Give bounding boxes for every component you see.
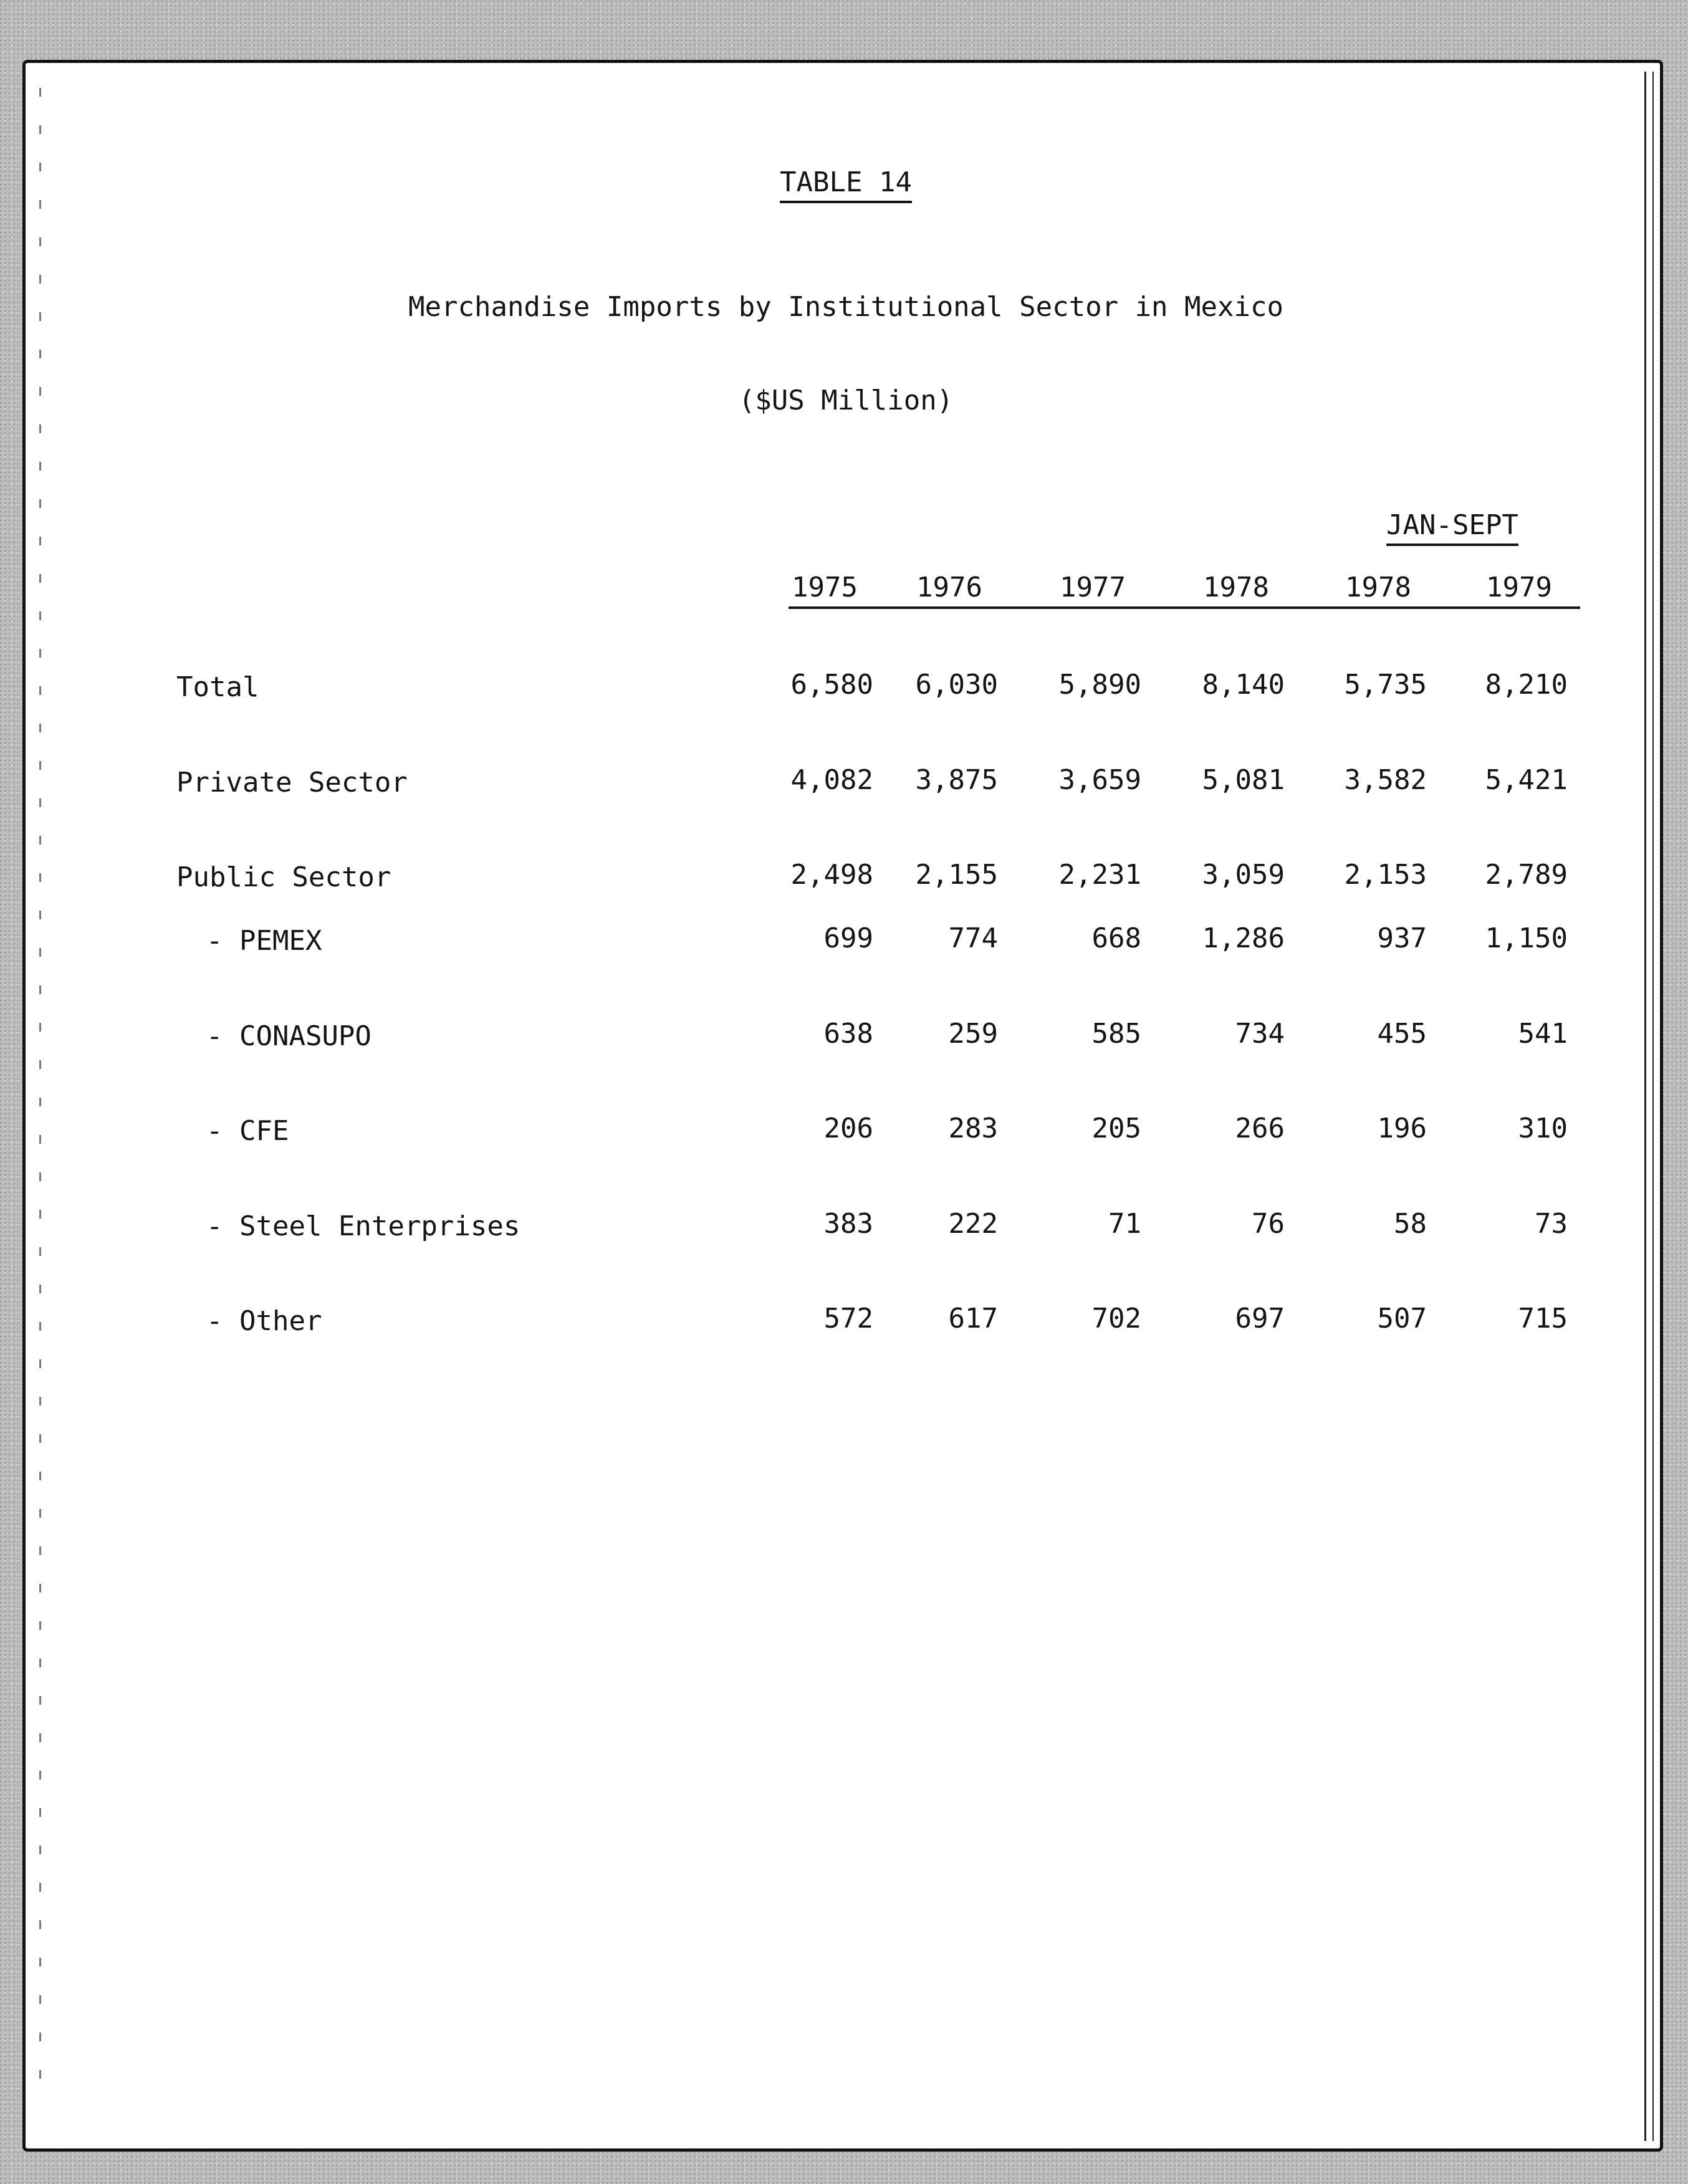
cell-cfe-1978-jan-sept: 196 <box>1377 1113 1427 1144</box>
cell-pemex-1978: 1,286 <box>1202 922 1285 954</box>
cell-public-1978-jan-sept: 2,153 <box>1344 859 1427 891</box>
cell-steel-1977: 71 <box>1108 1208 1141 1240</box>
row-label-public-sector: Public Sector <box>176 861 391 893</box>
cell-total-1979-jan-sept: 8,210 <box>1485 669 1568 701</box>
cell-total-1976: 6,030 <box>915 669 998 701</box>
cell-cfe-1977: 205 <box>1091 1113 1141 1144</box>
jan-sept-header: JAN-SEPT <box>1386 512 1518 539</box>
cell-steel-1976: 222 <box>948 1208 998 1240</box>
row-label-steel-enterprises: - Steel Enterprises <box>206 1210 520 1242</box>
table-number: TABLE 14 <box>780 166 912 203</box>
cell-steel-1978: 76 <box>1252 1208 1285 1240</box>
cell-conasupo-1977: 585 <box>1091 1018 1141 1050</box>
row-label-total: Total <box>176 671 259 703</box>
cell-private-1979-jan-sept: 5,421 <box>1485 764 1568 796</box>
year-1976-header: 1976 <box>916 572 982 603</box>
cell-private-1975: 4,082 <box>790 764 873 796</box>
cell-conasupo-1979-jan-sept: 541 <box>1518 1018 1568 1050</box>
cell-cfe-1979-jan-sept: 310 <box>1518 1113 1568 1144</box>
cell-other-1977: 702 <box>1091 1303 1141 1334</box>
document-page <box>22 60 1663 2152</box>
year-1977-header: 1977 <box>1060 572 1126 603</box>
cell-steel-1979-jan-sept: 73 <box>1535 1208 1568 1240</box>
row-label-pemex: - PEMEX <box>206 925 322 957</box>
cell-total-1978-jan-sept: 5,735 <box>1344 669 1427 701</box>
year-1979-jan-sept-header: 1979 <box>1486 572 1552 603</box>
cell-cfe-1975: 206 <box>823 1113 873 1144</box>
cell-conasupo-1975: 638 <box>823 1018 873 1050</box>
cell-pemex-1976: 774 <box>948 922 998 954</box>
cell-cfe-1976: 283 <box>948 1113 998 1144</box>
cell-pemex-1978-jan-sept: 937 <box>1377 922 1427 954</box>
cell-pemex-1975: 699 <box>823 922 873 954</box>
cell-other-1979-jan-sept: 715 <box>1518 1303 1568 1334</box>
cell-private-1976: 3,875 <box>915 764 998 796</box>
cell-total-1978: 8,140 <box>1202 669 1285 701</box>
cell-steel-1978-jan-sept: 58 <box>1394 1208 1427 1240</box>
header-rule <box>789 606 1580 609</box>
cell-other-1978-jan-sept: 507 <box>1377 1303 1427 1334</box>
cell-other-1975: 572 <box>823 1303 873 1334</box>
table-units: ($US Million) <box>738 385 954 416</box>
row-label-cfe: - CFE <box>206 1115 289 1147</box>
row-label-private-sector: Private Sector <box>176 767 408 798</box>
cell-total-1975: 6,580 <box>790 669 873 701</box>
cell-conasupo-1976: 259 <box>948 1018 998 1050</box>
cell-conasupo-1978-jan-sept: 455 <box>1377 1018 1427 1050</box>
year-1978-jan-sept-header: 1978 <box>1345 572 1411 603</box>
cell-steel-1975: 383 <box>823 1208 873 1240</box>
cell-public-1976: 2,155 <box>915 859 998 891</box>
cell-private-1978-jan-sept: 3,582 <box>1344 764 1427 796</box>
table-number-line <box>26 166 1666 198</box>
cell-pemex-1979-jan-sept: 1,150 <box>1485 922 1568 954</box>
cell-other-1978: 697 <box>1235 1303 1285 1334</box>
cell-public-1977: 2,231 <box>1058 859 1141 891</box>
cell-private-1977: 3,659 <box>1058 764 1141 796</box>
row-label-other: - Other <box>206 1305 322 1337</box>
page-edge <box>1644 72 1654 2141</box>
cell-cfe-1978: 266 <box>1235 1113 1285 1144</box>
cell-public-1975: 2,498 <box>790 859 873 891</box>
cell-total-1977: 5,890 <box>1058 669 1141 701</box>
cell-other-1976: 617 <box>948 1303 998 1334</box>
year-1975-header: 1975 <box>792 572 858 603</box>
table-title: Merchandise Imports by Institutional Sector in Mexico <box>408 291 1283 323</box>
cell-private-1978: 5,081 <box>1202 764 1285 796</box>
cell-pemex-1977: 668 <box>1091 922 1141 954</box>
year-1978-header: 1978 <box>1203 572 1269 603</box>
row-label-conasupo: - CONASUPO <box>206 1020 372 1052</box>
cell-conasupo-1978: 734 <box>1235 1018 1285 1050</box>
cell-public-1978: 3,059 <box>1202 859 1285 891</box>
cell-public-1979-jan-sept: 2,789 <box>1485 859 1568 891</box>
